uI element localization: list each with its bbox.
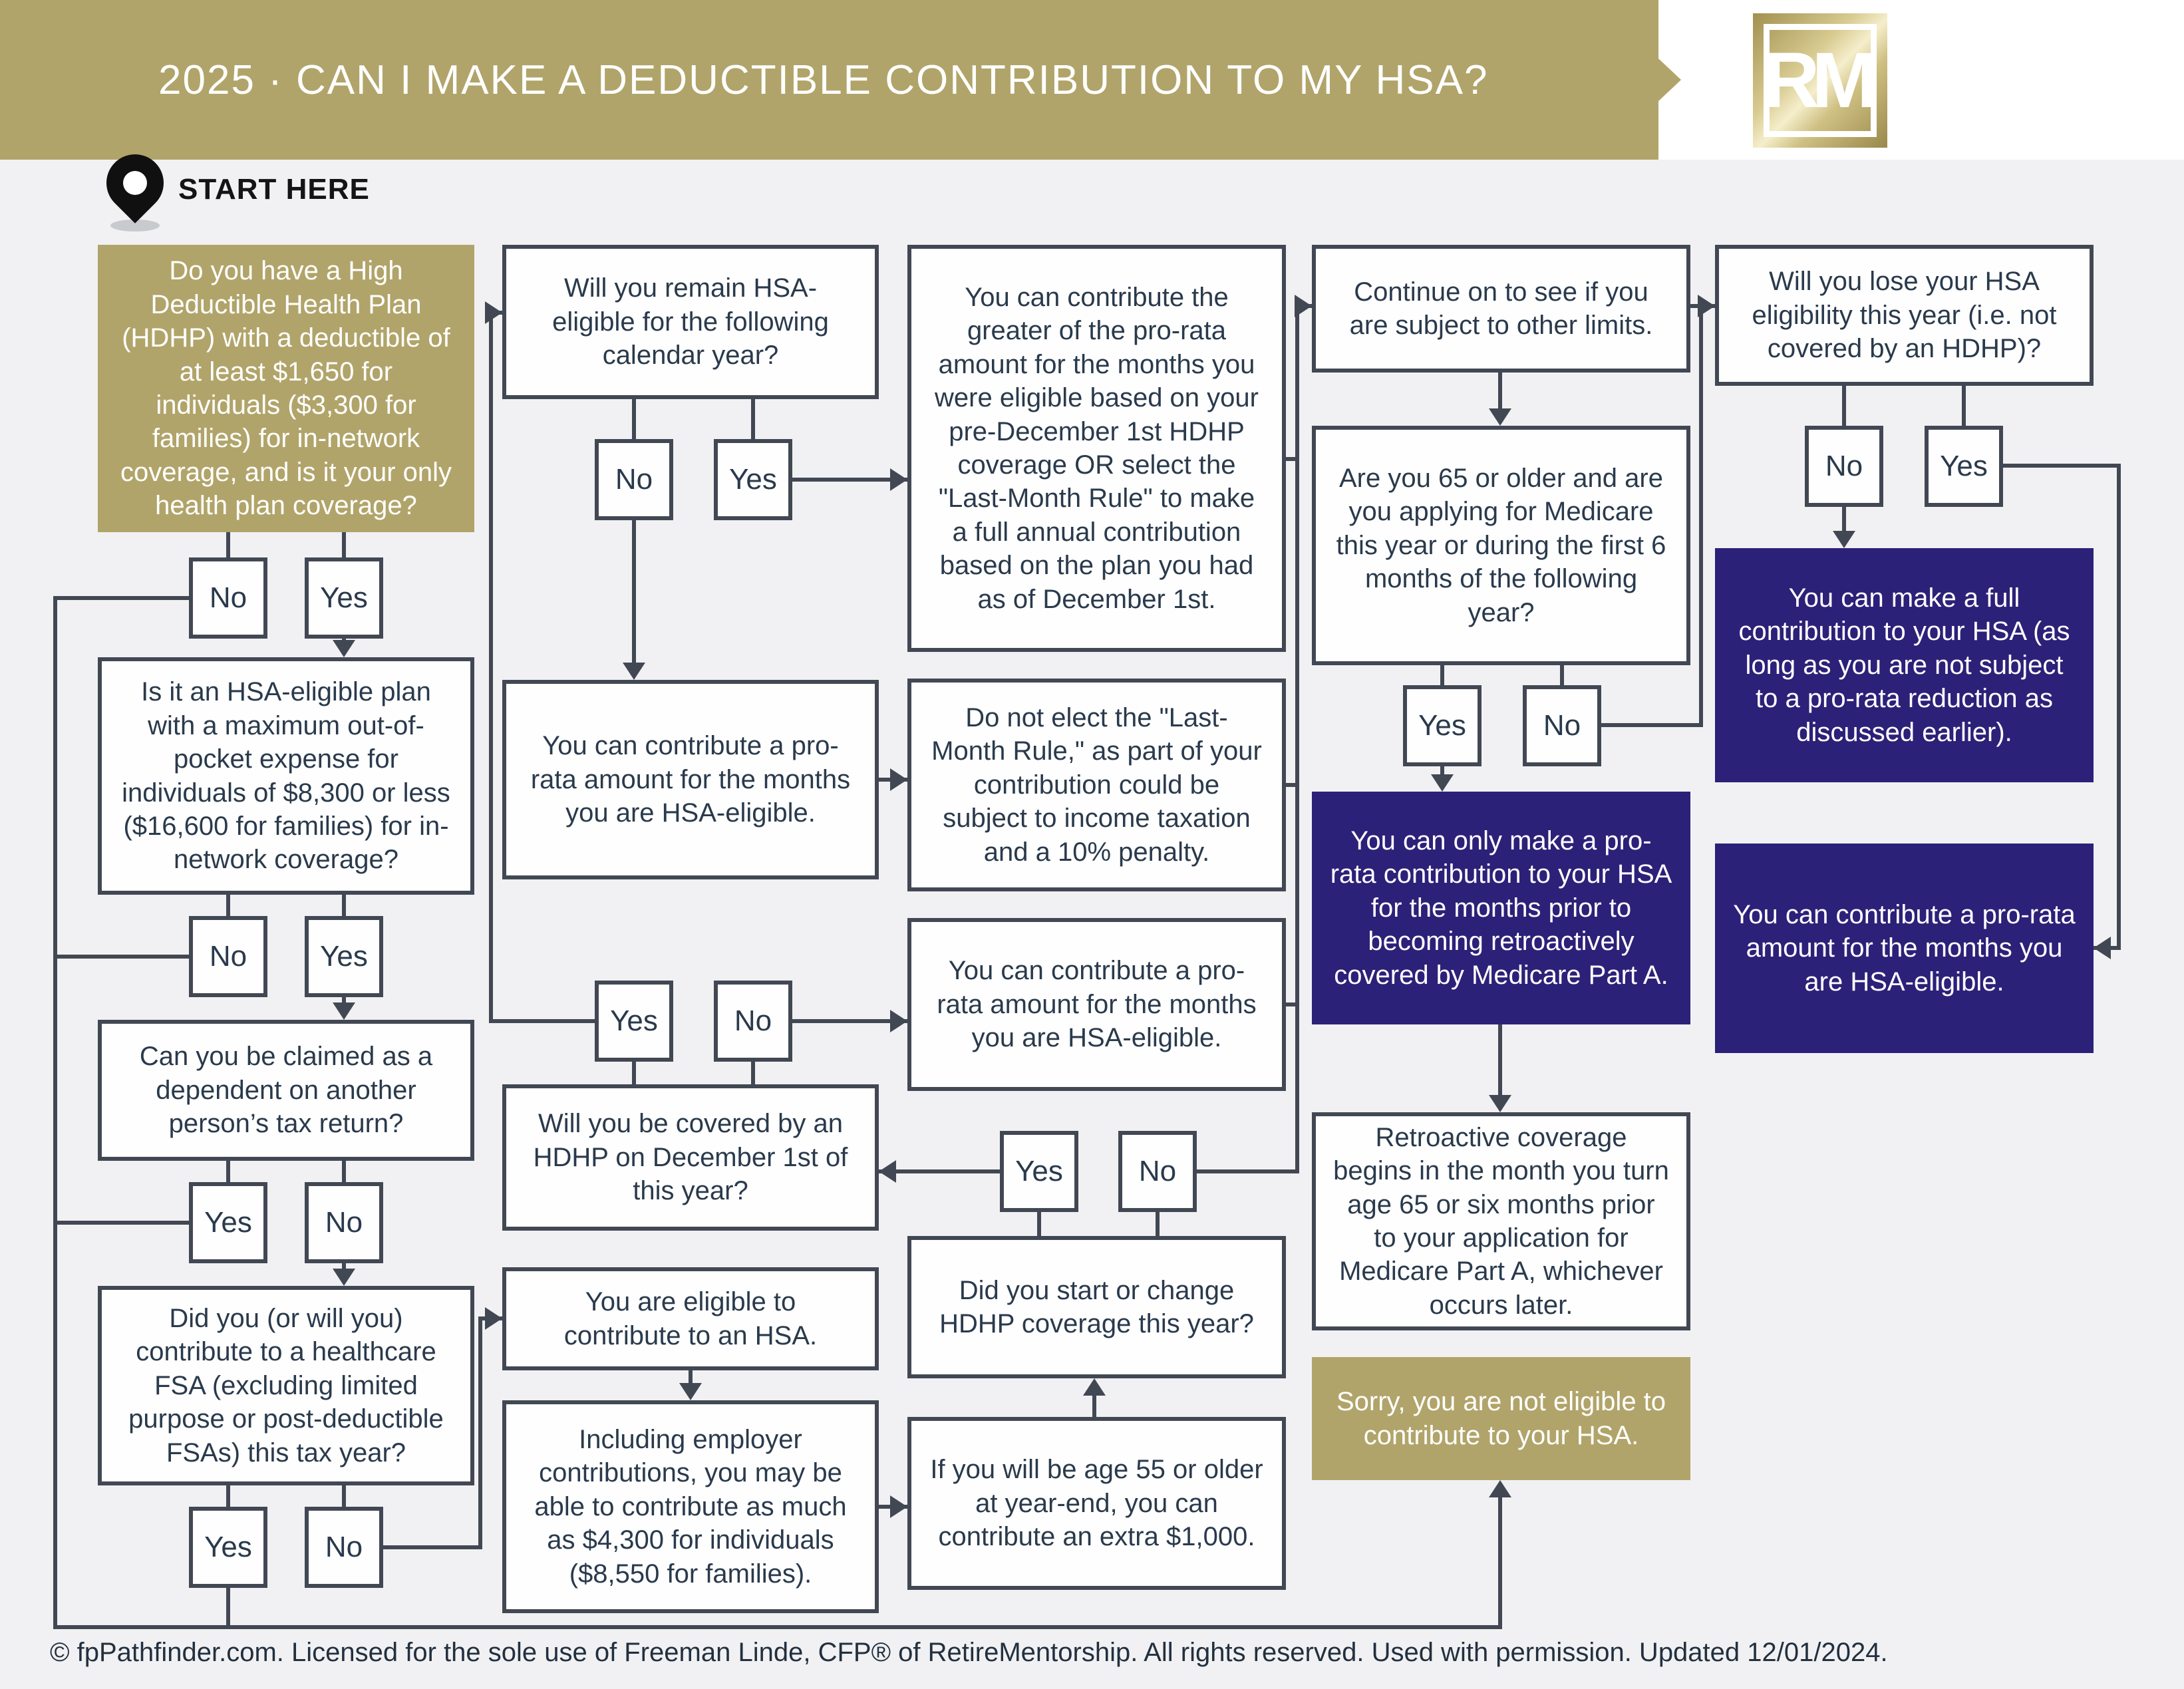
answer-no-fsa xyxy=(305,1507,383,1588)
flow-line xyxy=(1498,373,1502,412)
flow-line xyxy=(53,955,189,959)
flow-line xyxy=(226,1485,230,1507)
flow-line xyxy=(342,1485,346,1507)
answer-label: Yes xyxy=(1015,1155,1063,1187)
answer-label: No xyxy=(209,940,247,973)
node-r-prorata-col3 xyxy=(907,918,1286,1091)
node-text: Do not elect the "Last-Month Rule," as part of your contribution could be subject to income taxation and a 10% penalty. xyxy=(931,703,1262,867)
flow-line xyxy=(632,399,636,439)
node-text: Sorry, you are not eligible to contribute to your HSA. xyxy=(1336,1387,1666,1450)
node-text: Do you have a High Deductible Health Plan (HDHP) with a deductible of at least $1,650 for individuals ($3,300 for families) for in-network coverage, and is it your only health plan coverage? xyxy=(120,256,452,521)
node-q-fsa xyxy=(98,1286,474,1485)
header-white-panel xyxy=(1658,0,2184,160)
node-q-start-change xyxy=(907,1236,1286,1378)
flow-line xyxy=(383,1545,480,1549)
answer-no-dec1 xyxy=(714,981,792,1062)
answer-no-dependent xyxy=(305,1182,383,1263)
flow-line xyxy=(1842,386,1846,426)
answer-yes-dec1 xyxy=(595,981,673,1062)
start-here-label: START HERE xyxy=(178,173,370,206)
arrowhead-left xyxy=(879,1160,896,1183)
flow-line xyxy=(226,1161,230,1182)
node-r-medicare-prorata xyxy=(1312,792,1690,1024)
node-text: You can contribute a pro-rata amount for the months you are HSA-eligible. xyxy=(937,956,1257,1053)
answer-label: No xyxy=(209,581,247,614)
arrowhead-down xyxy=(679,1383,702,1400)
answer-no-oop xyxy=(189,916,267,997)
answer-label: No xyxy=(325,1206,363,1239)
flow-line xyxy=(226,1588,230,1627)
node-text: Is it an HSA-eligible plan with a maximum out-of-pocket expense for individuals of $8,300 or less ($16,600 for families) for in-network coverage? xyxy=(122,677,450,875)
node-text: Will you lose your HSA eligibility this year (i.e. not covered by an HDHP)? xyxy=(1752,267,2057,364)
node-r-age55 xyxy=(907,1417,1286,1590)
answer-yes-start-change xyxy=(1000,1131,1078,1212)
page-title: 2025 · CAN I MAKE A DEDUCTIBLE CONTRIBUTION TO MY HSA? xyxy=(158,57,1489,103)
node-text: You can contribute a pro-rata amount for the months you are HSA-eligible. xyxy=(530,731,851,828)
node-r-sorry xyxy=(1312,1357,1690,1480)
flow-line xyxy=(478,1316,482,1549)
flow-line xyxy=(226,532,230,557)
rm-logo-monogram: RM xyxy=(1763,37,1869,124)
node-text: You can contribute the greater of the pro-rata amount for the months you were eligible based on your pre-December 1st HDHP coverage OR select the "Last-Month Rule" to make a full annual contribution based on the plan you had as of December 1st. xyxy=(935,283,1259,614)
arrowhead-down xyxy=(623,663,645,680)
flow-line xyxy=(53,1221,189,1225)
arrowhead-right xyxy=(890,1495,907,1518)
answer-label: No xyxy=(325,1531,363,1563)
node-q-dec1 xyxy=(502,1084,879,1231)
node-text: You can make a full contribution to your HSA (as long as you are not subject to a pro-rata reduction as discussed earlier). xyxy=(1738,583,2070,747)
arrowhead-down xyxy=(1431,774,1454,792)
node-r-greater xyxy=(907,245,1286,652)
flow-line xyxy=(1295,304,1299,1173)
node-text: You are eligible to contribute to an HSA. xyxy=(563,1287,818,1350)
node-q-remain-eligible xyxy=(502,245,879,399)
answer-yes-hdhp xyxy=(305,557,383,639)
answer-no-remain xyxy=(595,439,673,520)
flow-line xyxy=(489,1019,595,1023)
answer-label: Yes xyxy=(204,1531,252,1563)
answer-yes-fsa xyxy=(189,1507,267,1588)
arrowhead-down xyxy=(1489,408,1511,426)
footer-license-text: © fpPathfinder.com. Licensed for the sole use of Freeman Linde, CFP® of RetireMentorship. All rights reserved. Used with permission. Updated 12/01/2024. xyxy=(50,1638,1888,1667)
node-text: You can contribute a pro-rata amount for the months you are HSA-eligible. xyxy=(1733,899,2076,997)
answer-label: Yes xyxy=(204,1206,252,1239)
flow-line xyxy=(1498,1495,1502,1627)
arrowhead-up xyxy=(1083,1378,1106,1396)
flow-line xyxy=(1440,665,1444,685)
node-text: Can you be claimed as a dependent on another person’s tax return? xyxy=(139,1042,433,1139)
arrowhead-right xyxy=(485,301,502,324)
node-q-lose xyxy=(1715,245,2094,386)
arrowhead-down xyxy=(333,1002,355,1020)
flow-line xyxy=(751,399,755,439)
arrowhead-right xyxy=(1295,295,1312,317)
node-text: You can only make a pro-rata contribution to your HSA for the months prior to becoming retroactively covered by Medicare Part A. xyxy=(1330,826,1672,990)
flow-line xyxy=(1197,1169,1299,1173)
rm-logo xyxy=(1753,13,1887,148)
node-r-prorata-col2 xyxy=(502,680,879,879)
node-r-no-lastmonth xyxy=(907,679,1286,891)
node-q-hdhp xyxy=(98,245,474,532)
flow-line xyxy=(1156,1212,1160,1236)
flow-line xyxy=(1962,386,1966,426)
flow-line xyxy=(342,1161,346,1182)
node-text: Are you 65 or older and are you applying for Medicare this year or during the first 6 months of the following year? xyxy=(1336,464,1666,627)
arrowhead-right xyxy=(485,1307,502,1330)
flow-line xyxy=(1498,1024,1502,1098)
answer-label: No xyxy=(615,463,653,496)
answer-no-medicare xyxy=(1523,685,1601,766)
node-r-retroactive xyxy=(1312,1112,1690,1330)
flow-line xyxy=(632,520,636,667)
node-q-medicare xyxy=(1312,426,1690,665)
answer-label: Yes xyxy=(1940,450,1988,482)
node-q-oop xyxy=(98,657,474,895)
node-text: Continue on to see if you are subject to other limits. xyxy=(1349,277,1653,340)
flow-line xyxy=(879,1169,1000,1173)
node-q-dependent xyxy=(98,1020,474,1161)
node-text: Including employer contributions, you may be able to contribute as much as $4,300 for individuals ($8,550 for families). xyxy=(534,1425,847,1589)
answer-label: No xyxy=(734,1004,772,1037)
arrowhead-right xyxy=(1698,295,1715,317)
flow-line xyxy=(1842,507,1846,534)
arrowhead-right xyxy=(890,1010,907,1032)
answer-yes-lose xyxy=(1925,426,2003,507)
flow-line xyxy=(1560,665,1564,685)
flow-line xyxy=(53,1625,1502,1629)
node-text: Will you remain HSA-eligible for the following calendar year? xyxy=(552,273,829,371)
node-text: If you will be age 55 or older at year-end, you can contribute an extra $1,000. xyxy=(930,1455,1263,1552)
arrowhead-down xyxy=(1489,1095,1511,1112)
flow-line xyxy=(342,895,346,916)
answer-label: No xyxy=(1543,709,1581,742)
answer-no-start-change xyxy=(1118,1131,1197,1212)
answer-label: Yes xyxy=(610,1004,658,1037)
node-r-employer xyxy=(502,1400,879,1613)
answer-yes-medicare xyxy=(1403,685,1482,766)
flow-line xyxy=(489,311,493,1022)
flow-line xyxy=(342,532,346,557)
arrowhead-down xyxy=(1833,531,1855,548)
flow-line xyxy=(53,596,189,600)
node-r-full xyxy=(1715,548,2094,782)
answer-label: Yes xyxy=(729,463,777,496)
arrowhead-down xyxy=(333,640,355,657)
flow-line xyxy=(2117,464,2121,950)
node-text: Retroactive coverage begins in the month you turn age 65 or six months prior to your application for Medicare Part A, whichever occurs later. xyxy=(1333,1122,1669,1320)
answer-label: No xyxy=(1138,1155,1177,1187)
answer-yes-oop xyxy=(305,916,383,997)
node-text: Did you start or change HDHP coverage this year? xyxy=(939,1275,1254,1338)
answer-label: Yes xyxy=(320,940,368,973)
flow-line xyxy=(632,1062,636,1084)
answer-label: Yes xyxy=(320,581,368,614)
flow-line xyxy=(1699,304,1703,727)
flow-line xyxy=(1037,1212,1041,1236)
answer-no-hdhp xyxy=(189,557,267,639)
node-r-prorata-col5 xyxy=(1715,844,2094,1053)
flow-line xyxy=(226,895,230,916)
node-text: Will you be covered by an HDHP on December 1st of this year? xyxy=(533,1109,848,1206)
answer-label: Yes xyxy=(1418,709,1466,742)
flow-line xyxy=(751,1062,755,1084)
flow-line xyxy=(2003,464,2119,468)
header-chevron-icon xyxy=(1658,59,1681,101)
node-r-continue xyxy=(1312,245,1690,373)
flow-line xyxy=(1601,723,1701,727)
answer-yes-remain xyxy=(714,439,792,520)
arrowhead-down xyxy=(333,1269,355,1286)
answer-no-lose xyxy=(1805,426,1883,507)
answer-yes-dependent xyxy=(189,1182,267,1263)
arrowhead-right xyxy=(890,468,907,491)
flow-line xyxy=(53,596,57,1627)
arrowhead-right xyxy=(890,768,907,791)
node-r-eligible xyxy=(502,1267,879,1370)
answer-label: No xyxy=(1825,450,1863,482)
node-text: Did you (or will you) contribute to a healthcare FSA (excluding limited purpose or post-deductible FSAs) this tax year? xyxy=(128,1304,444,1467)
arrowhead-left xyxy=(2094,937,2111,959)
arrowhead-up xyxy=(1489,1480,1511,1497)
